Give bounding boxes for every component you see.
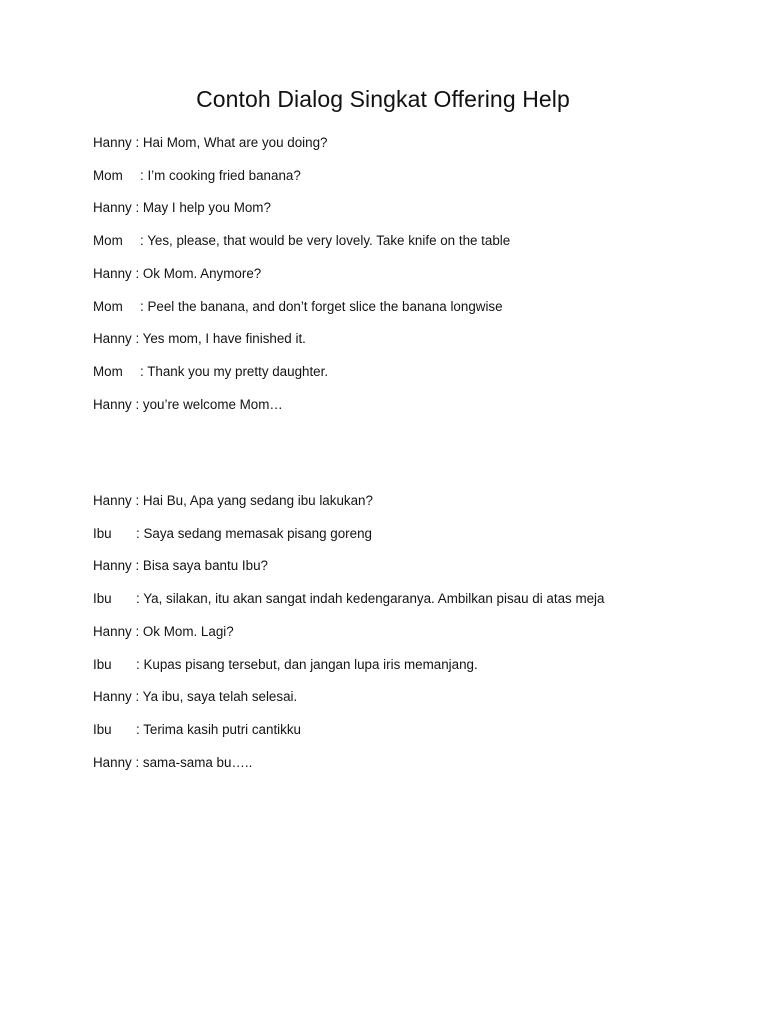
separator: : [140, 363, 148, 379]
speaker-name: Ibu [93, 525, 112, 541]
dialog-line [93, 557, 268, 575]
dialog-line [93, 525, 372, 543]
speaker-name: Hanny [93, 200, 132, 216]
dialog-line [93, 298, 503, 316]
utterance: May I help you Mom? [142, 200, 271, 216]
separator: : [131, 754, 143, 770]
dialog-line [93, 754, 252, 772]
utterance: Ya ibu, saya telah selesai. [142, 689, 298, 705]
utterance: I’m cooking fried banana? [147, 167, 301, 183]
separator: : [131, 689, 143, 705]
separator: : [136, 721, 144, 737]
separator: : [131, 396, 143, 412]
dialog-line [93, 492, 373, 510]
separator: : [131, 558, 143, 574]
utterance: Hai Mom, What are you doing? [142, 135, 328, 150]
speaker-name: Hanny [93, 265, 132, 281]
document-title [0, 86, 768, 113]
speaker-name: Mom [93, 363, 123, 379]
separator: : [140, 298, 148, 314]
utterance: Ya, silakan, itu akan sangat indah kedengaranya. Ambilkan pisau di atas meja [143, 591, 605, 607]
dialog-line [93, 330, 306, 348]
utterance: Yes, please, that would be very lovely. Take knife on the table [147, 233, 511, 249]
separator: : [131, 331, 143, 347]
utterance: Peel the banana, and don’t forget slice the banana longwise [147, 298, 503, 314]
dialog-line [93, 134, 327, 152]
utterance: Ok Mom. Anymore? [142, 265, 262, 281]
separator: : [140, 167, 148, 183]
separator: : [131, 200, 143, 216]
utterance: Saya sedang memasak pisang goreng [143, 525, 372, 541]
document-title-text: Contoh Dialog Singkat Offering Help [196, 86, 570, 112]
utterance: Thank you my pretty daughter. [147, 363, 329, 379]
speaker-name: Hanny [93, 135, 132, 150]
speaker-name: Ibu [93, 591, 112, 607]
dialog-line [93, 623, 234, 641]
speaker-name: Hanny [93, 754, 132, 770]
speaker-name: Mom [93, 167, 123, 183]
dialog-line [93, 396, 283, 414]
dialog-line [93, 167, 301, 185]
separator: : [131, 493, 143, 508]
separator: : [131, 623, 143, 639]
separator: : [131, 135, 143, 150]
dialog-line [93, 232, 510, 250]
speaker-name: Hanny [93, 558, 132, 574]
utterance: you’re welcome Mom… [142, 396, 283, 412]
dialog-line [93, 265, 261, 283]
separator: : [140, 233, 148, 249]
dialog-line [93, 199, 271, 217]
utterance: Bisa saya bantu Ibu? [142, 558, 268, 574]
dialog-line [93, 688, 297, 706]
speaker-name: Hanny [93, 331, 132, 347]
speaker-name: Hanny [93, 623, 132, 639]
utterance: sama-sama bu….. [142, 754, 253, 770]
speaker-name: Ibu [93, 721, 112, 737]
separator: : [136, 656, 144, 672]
speaker-name: Ibu [93, 656, 112, 672]
utterance: Yes mom, I have finished it. [142, 331, 306, 347]
speaker-name: Hanny [93, 396, 132, 412]
dialog-line [93, 363, 328, 381]
utterance: Ok Mom. Lagi? [142, 623, 234, 639]
utterance: Kupas pisang tersebut, dan jangan lupa iris memanjang. [143, 656, 478, 672]
speaker-name: Mom [93, 233, 123, 249]
separator: : [131, 265, 143, 281]
dialog-line [93, 721, 301, 739]
speaker-name: Mom [93, 298, 123, 314]
separator: : [136, 525, 144, 541]
dialog-line [93, 590, 604, 608]
speaker-name: Hanny [93, 689, 132, 705]
dialog-line [93, 656, 478, 674]
separator: : [136, 591, 144, 607]
speaker-name: Hanny [93, 493, 132, 508]
utterance: Terima kasih putri cantikku [143, 721, 301, 737]
utterance: Hai Bu, Apa yang sedang ibu lakukan? [142, 493, 373, 508]
